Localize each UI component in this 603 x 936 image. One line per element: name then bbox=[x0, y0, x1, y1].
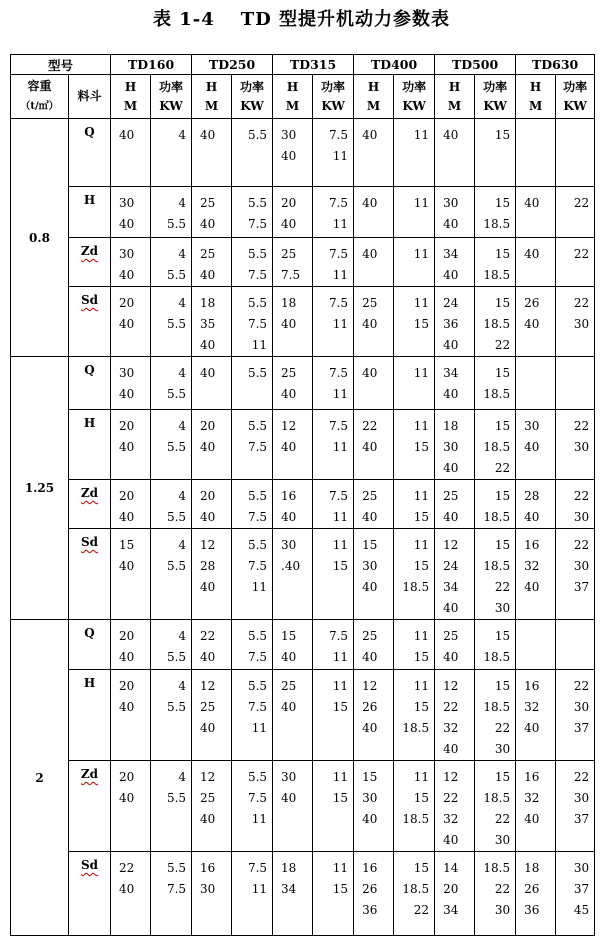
height-value: 20 40 bbox=[111, 480, 151, 529]
height-value: 16 32 40 bbox=[516, 529, 556, 620]
height-value: 20 40 bbox=[111, 761, 151, 852]
height-value bbox=[516, 620, 556, 670]
height-value: 15 40 bbox=[111, 529, 151, 620]
power-value: 15 18.5 bbox=[475, 620, 516, 670]
bucket-type-label: Q bbox=[84, 626, 95, 640]
power-value: 4 bbox=[151, 119, 192, 187]
power-value: 7.5 11 bbox=[313, 410, 354, 480]
table-row bbox=[11, 620, 595, 670]
power-value: 15 18.5 bbox=[475, 357, 516, 410]
height-header: H M bbox=[273, 75, 313, 119]
table-row bbox=[11, 670, 595, 761]
power-value: 7.5 11 bbox=[313, 187, 354, 238]
height-value: 16 26 36 bbox=[354, 852, 394, 936]
power-value: 18.5 22 30 bbox=[475, 852, 516, 936]
power-value: 7.5 11 bbox=[232, 852, 273, 936]
power-header: 功率 KW bbox=[313, 75, 354, 119]
bucket-type-label: Zd bbox=[80, 767, 99, 781]
density-label: 容重 bbox=[27, 79, 52, 93]
power-value: 22 30 bbox=[556, 287, 595, 357]
power-value: 15 18.5 22 30 bbox=[475, 529, 516, 620]
table-row bbox=[11, 357, 595, 410]
model-td160: TD160 bbox=[111, 55, 192, 75]
power-value: 11 15 18.5 bbox=[394, 761, 435, 852]
power-value: 5.5 7.5 bbox=[232, 480, 273, 529]
power-value: 11 15 bbox=[313, 761, 354, 852]
height-header: H M bbox=[516, 75, 556, 119]
power-value: 22 30 37 bbox=[556, 529, 595, 620]
power-value bbox=[556, 620, 595, 670]
power-value: 5.5 7.5 bbox=[232, 620, 273, 670]
height-value: 28 40 bbox=[516, 480, 556, 529]
power-value: 5.5 bbox=[232, 357, 273, 410]
bucket-type bbox=[69, 480, 111, 529]
power-value: 4 5.5 bbox=[151, 238, 192, 287]
power-value: 5.5 7.5 bbox=[232, 238, 273, 287]
power-value: 22 30 37 bbox=[556, 670, 595, 761]
power-value: 11 bbox=[394, 357, 435, 410]
power-header: 功率 KW bbox=[394, 75, 435, 119]
power-value: 7.5 11 bbox=[313, 620, 354, 670]
power-value: 15 18.5 22 bbox=[475, 410, 516, 480]
height-value: 30 40 bbox=[273, 761, 313, 852]
power-value: 4 5.5 bbox=[151, 761, 192, 852]
power-value: 11 bbox=[394, 238, 435, 287]
power-value bbox=[556, 357, 595, 410]
power-value: 15 18.5 22 bbox=[475, 287, 516, 357]
power-value: 11 15 bbox=[394, 620, 435, 670]
height-value: 12 24 34 40 bbox=[435, 529, 475, 620]
height-value: 18 30 40 bbox=[435, 410, 475, 480]
bucket-type-label: Sd bbox=[80, 858, 99, 872]
density-value: 1.25 bbox=[11, 357, 69, 620]
height-value bbox=[516, 119, 556, 187]
power-value: 15 18.5 bbox=[475, 238, 516, 287]
height-value: 34 40 bbox=[435, 357, 475, 410]
height-value: 25 40 bbox=[192, 187, 232, 238]
power-value: 11 bbox=[394, 119, 435, 187]
bucket-type-label: Zd bbox=[80, 486, 99, 500]
power-value: 15 bbox=[475, 119, 516, 187]
model-label: 型号 bbox=[11, 55, 111, 75]
height-value: 40 bbox=[354, 357, 394, 410]
power-value: 4 5.5 bbox=[151, 187, 192, 238]
height-value: 25 40 bbox=[435, 620, 475, 670]
power-value: 15 18.5 bbox=[475, 480, 516, 529]
height-value: 25 40 bbox=[354, 287, 394, 357]
height-value: 26 40 bbox=[516, 287, 556, 357]
model-td250: TD250 bbox=[192, 55, 273, 75]
height-value: 16 30 bbox=[192, 852, 232, 936]
height-value: 25 7.5 bbox=[273, 238, 313, 287]
material-header: 料斗 bbox=[69, 75, 111, 119]
power-value: 4 5.5 bbox=[151, 357, 192, 410]
height-value: 22 40 bbox=[192, 620, 232, 670]
header-row-models bbox=[11, 55, 595, 75]
height-value: 40 bbox=[354, 238, 394, 287]
height-value: 20 40 bbox=[111, 410, 151, 480]
table-row bbox=[11, 529, 595, 620]
power-value: 22 bbox=[556, 238, 595, 287]
height-value: 20 40 bbox=[111, 670, 151, 761]
height-value: 25 40 bbox=[354, 480, 394, 529]
height-value: 12 25 40 bbox=[192, 670, 232, 761]
height-value: 40 bbox=[192, 357, 232, 410]
height-value: 40 bbox=[192, 119, 232, 187]
height-value: 15 30 40 bbox=[354, 529, 394, 620]
height-header: H M bbox=[435, 75, 475, 119]
bucket-type-label: Sd bbox=[80, 293, 99, 307]
power-value: 5.5 7.5 11 bbox=[232, 670, 273, 761]
table-row bbox=[11, 187, 595, 238]
height-value: 34 40 bbox=[435, 238, 475, 287]
height-value: 25 40 bbox=[354, 620, 394, 670]
power-value: 11 bbox=[394, 187, 435, 238]
power-value: 4 5.5 bbox=[151, 287, 192, 357]
height-value: 40 bbox=[111, 119, 151, 187]
bucket-type bbox=[69, 187, 111, 238]
height-value: 30 .40 bbox=[273, 529, 313, 620]
model-td500: TD500 bbox=[435, 55, 516, 75]
bucket-type bbox=[69, 620, 111, 670]
height-value: 12 22 32 40 bbox=[435, 670, 475, 761]
power-value: 5.5 7.5 11 bbox=[232, 761, 273, 852]
height-value: 12 25 40 bbox=[192, 761, 232, 852]
power-value: 11 15 bbox=[394, 480, 435, 529]
height-value: 20 40 bbox=[111, 620, 151, 670]
height-header: H M bbox=[111, 75, 151, 119]
page-title bbox=[0, 5, 603, 31]
table-number: 表 1-4 bbox=[152, 9, 215, 30]
power-value bbox=[556, 119, 595, 187]
bucket-type-label: H bbox=[83, 416, 96, 430]
height-value: 22 40 bbox=[111, 852, 151, 936]
power-value: 11 15 bbox=[313, 852, 354, 936]
height-value: 12 40 bbox=[273, 410, 313, 480]
header-row-units bbox=[11, 75, 595, 119]
power-value: 7.5 11 bbox=[313, 357, 354, 410]
table-row bbox=[11, 480, 595, 529]
bucket-type-label: Q bbox=[84, 125, 95, 139]
bucket-type bbox=[69, 852, 111, 936]
power-value: 7.5 11 bbox=[313, 119, 354, 187]
power-value: 15 18.5 22 30 bbox=[475, 761, 516, 852]
bucket-type bbox=[69, 357, 111, 410]
height-value: 18 40 bbox=[273, 287, 313, 357]
power-value: 4 5.5 bbox=[151, 410, 192, 480]
power-value: 15 18.5 22 bbox=[394, 852, 435, 936]
height-value: 16 32 40 bbox=[516, 761, 556, 852]
power-value: 11 15 bbox=[313, 529, 354, 620]
power-value: 4 5.5 bbox=[151, 670, 192, 761]
height-value: 30 40 bbox=[111, 238, 151, 287]
bucket-type bbox=[69, 529, 111, 620]
power-value: 30 37 45 bbox=[556, 852, 595, 936]
height-value: 20 40 bbox=[111, 287, 151, 357]
height-value: 40 bbox=[354, 187, 394, 238]
power-value: 5.5 7.5 bbox=[232, 187, 273, 238]
height-value: 15 30 40 bbox=[354, 761, 394, 852]
height-value: 30 40 bbox=[516, 410, 556, 480]
bucket-type bbox=[69, 410, 111, 480]
table-row bbox=[11, 852, 595, 936]
height-value: 25 40 bbox=[273, 357, 313, 410]
power-value: 4 5.5 bbox=[151, 529, 192, 620]
height-header: H M bbox=[354, 75, 394, 119]
bucket-type-label: H bbox=[83, 193, 96, 207]
density-unit: （t/㎡） bbox=[20, 101, 59, 112]
height-value: 12 28 40 bbox=[192, 529, 232, 620]
model-td315: TD315 bbox=[273, 55, 354, 75]
power-value: 15 18.5 22 30 bbox=[475, 670, 516, 761]
height-value: 12 22 32 40 bbox=[435, 761, 475, 852]
power-value: 4 5.5 bbox=[151, 620, 192, 670]
height-value: 25 40 bbox=[192, 238, 232, 287]
height-value bbox=[516, 357, 556, 410]
power-value: 11 15 18.5 bbox=[394, 670, 435, 761]
table-row bbox=[11, 287, 595, 357]
power-value: 7.5 11 bbox=[313, 238, 354, 287]
power-value: 11 15 bbox=[394, 410, 435, 480]
power-value: 11 15 bbox=[313, 670, 354, 761]
bucket-type bbox=[69, 761, 111, 852]
bucket-type-label: Zd bbox=[80, 244, 99, 258]
height-value: 20 40 bbox=[192, 410, 232, 480]
height-value: 25 40 bbox=[435, 480, 475, 529]
height-value: 20 40 bbox=[192, 480, 232, 529]
power-value: 5.5 bbox=[232, 119, 273, 187]
power-value: 5.5 7.5 bbox=[232, 410, 273, 480]
height-value: 25 40 bbox=[273, 670, 313, 761]
height-value: 20 40 bbox=[273, 187, 313, 238]
height-value: 30 40 bbox=[273, 119, 313, 187]
table-row bbox=[11, 410, 595, 480]
power-value: 5.5 7.5 bbox=[151, 852, 192, 936]
height-value: 12 26 40 bbox=[354, 670, 394, 761]
height-value: 18 34 bbox=[273, 852, 313, 936]
bucket-type-label: H bbox=[83, 676, 96, 690]
power-value: 11 15 bbox=[394, 287, 435, 357]
power-header: 功率 KW bbox=[475, 75, 516, 119]
height-header: H M bbox=[192, 75, 232, 119]
table-row bbox=[11, 119, 595, 187]
bucket-type bbox=[69, 670, 111, 761]
height-value: 30 40 bbox=[435, 187, 475, 238]
power-value: 15 18.5 bbox=[475, 187, 516, 238]
height-value: 16 32 40 bbox=[516, 670, 556, 761]
height-value: 24 36 40 bbox=[435, 287, 475, 357]
power-value: 4 5.5 bbox=[151, 480, 192, 529]
power-header: 功率 KW bbox=[556, 75, 595, 119]
table-body bbox=[11, 119, 595, 936]
height-value: 14 20 34 bbox=[435, 852, 475, 936]
height-value: 40 bbox=[354, 119, 394, 187]
model-td630: TD630 bbox=[516, 55, 595, 75]
height-value: 40 bbox=[435, 119, 475, 187]
bucket-type-label: Sd bbox=[80, 535, 99, 549]
density-value: 0.8 bbox=[11, 119, 69, 357]
model-td400: TD400 bbox=[354, 55, 435, 75]
density-header bbox=[11, 75, 69, 119]
power-value: 7.5 11 bbox=[313, 480, 354, 529]
bucket-type bbox=[69, 287, 111, 357]
density-value: 2 bbox=[11, 620, 69, 936]
table-row bbox=[11, 238, 595, 287]
table-title: TD 型提升机动力参数表 bbox=[240, 9, 451, 30]
power-value: 22 30 37 bbox=[556, 761, 595, 852]
height-value: 18 35 40 bbox=[192, 287, 232, 357]
power-value: 22 bbox=[556, 187, 595, 238]
height-value: 16 40 bbox=[273, 480, 313, 529]
height-value: 18 26 36 bbox=[516, 852, 556, 936]
bucket-type-label: Q bbox=[84, 363, 95, 377]
power-value: 5.5 7.5 11 bbox=[232, 287, 273, 357]
height-value: 22 40 bbox=[354, 410, 394, 480]
power-value: 5.5 7.5 11 bbox=[232, 529, 273, 620]
power-value: 11 15 18.5 bbox=[394, 529, 435, 620]
table-row bbox=[11, 761, 595, 852]
height-value: 30 40 bbox=[111, 357, 151, 410]
height-value: 40 bbox=[516, 187, 556, 238]
power-header: 功率 KW bbox=[232, 75, 273, 119]
height-value: 40 bbox=[516, 238, 556, 287]
bucket-type bbox=[69, 238, 111, 287]
power-value: 7.5 11 bbox=[313, 287, 354, 357]
power-parameter-table bbox=[10, 54, 595, 936]
bucket-type bbox=[69, 119, 111, 187]
power-header: 功率 KW bbox=[151, 75, 192, 119]
height-value: 15 40 bbox=[273, 620, 313, 670]
power-value: 22 30 bbox=[556, 480, 595, 529]
power-value: 22 30 bbox=[556, 410, 595, 480]
height-value: 30 40 bbox=[111, 187, 151, 238]
